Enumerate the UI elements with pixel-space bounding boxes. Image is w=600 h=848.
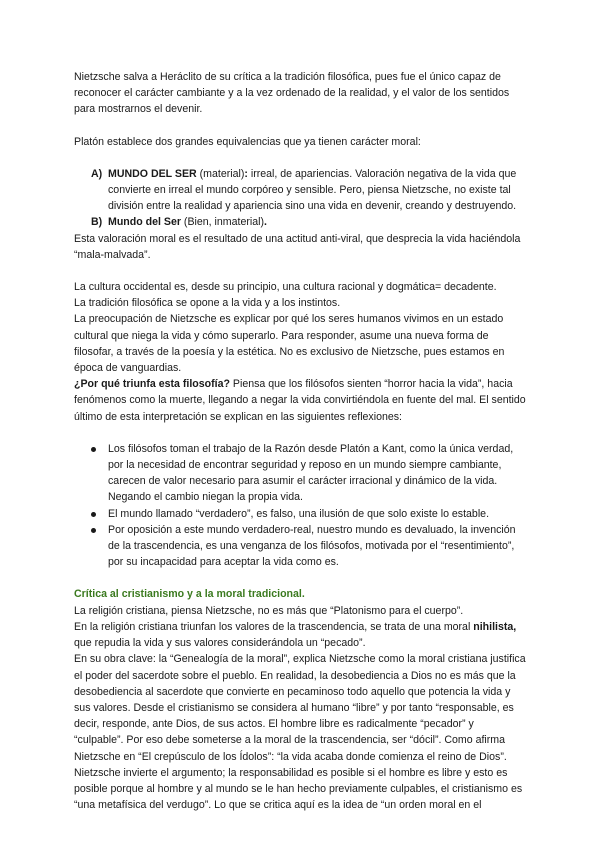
definition-item-b xyxy=(74,214,526,230)
list-item xyxy=(74,441,526,506)
paragraph-preocupacion: La preocupación de Nietzsche es explicar por qué los seres humanos vivimos en un estado cultural que niega la vida y cómo superarlo. Para responder, asume una nueva forma de filosofar, a través de la poesía y la estética. No es exclusivo de Nietzsche, pues estamos en época de vanguardias. xyxy=(74,313,505,375)
definition-item-a xyxy=(74,166,526,215)
definition-colon: . xyxy=(264,216,267,229)
paragraph-invierte: Nietzsche invierte el argumento; la responsabilidad es posible si el hombre es libre y esto es posible porque al hombre y al mundo se le han hecho previamente culpables, el cristianismo es “una metafísica del verdugo”. Lo que se critica aquí es la idea de “un orden moral en el xyxy=(74,766,523,812)
nihilista-bold: nihilista, xyxy=(473,620,517,633)
definition-marker: B) xyxy=(91,216,103,229)
paragraph-valoracion: Esta valoración moral es el resultado de una actitud anti-viral, que desprecia la vida haciéndola “mala-malvada”. xyxy=(74,232,521,261)
nihilista-text-b: que repudia la vida y sus valores considerándola un “pecado”. xyxy=(74,637,366,650)
reflections-list xyxy=(74,441,526,571)
question-bold: ¿Por qué triunfa esta filosofía? xyxy=(74,378,230,391)
bullet-icon xyxy=(91,528,96,533)
definition-paren: (Bien, inmaterial) xyxy=(180,216,264,229)
paragraph-platon-equivalencias: Platón establece dos grandes equivalencias que ya tienen carácter moral: xyxy=(74,135,421,148)
bullet-icon xyxy=(91,512,96,517)
section-heading: Crítica al cristianismo y a la moral tradicional. xyxy=(74,588,305,601)
definitions-list xyxy=(74,166,526,231)
paragraph-cultura: La cultura occidental es, desde su principio, una cultura racional y dogmática= decadente. xyxy=(74,281,497,294)
list-item-text: Por oposición a este mundo verdadero-real, nuestro mundo es devaluado, la invención de la trascendencia, es una venganza de los filósofos, motivada por el “resentimiento”, por su incapacidad para aceptar la vida como es. xyxy=(108,523,516,569)
list-item xyxy=(74,506,526,522)
list-item-text: El mundo llamado “verdadero”, es falso, una ilusión de que solo existe lo estable. xyxy=(108,507,490,520)
definition-term: Mundo del Ser xyxy=(108,216,181,229)
nihilista-text-a: En la religión cristiana triunfan los valores de la trascendencia, se trata de una moral xyxy=(74,620,474,633)
paragraph-platonismo: La religión cristiana, piensa Nietzsche, no es más que “Platonismo para el cuerpo”. xyxy=(74,604,464,617)
paragraph-tradicion: La tradición filosófica se opone a la vida y a los instintos. xyxy=(74,297,341,310)
definition-marker: A) xyxy=(91,167,103,180)
list-item-text: Los filósofos toman el trabajo de la Razón desde Platón a Kant, como la única verdad, por la necesidad de encontrar seguridad y reposo en un mundo siempre cambiante, carecen de valor necesario para asumir el carácter irracional y dinámico de la vida. Negando el cambio niegan la propia vida. xyxy=(108,442,514,504)
bullet-icon xyxy=(91,447,96,452)
definition-colon: : xyxy=(244,167,248,180)
definition-term: MUNDO DEL SER xyxy=(108,167,197,180)
paragraph-por-que-triunfa xyxy=(74,376,526,425)
definition-paren: (material) xyxy=(196,167,245,180)
list-item xyxy=(74,522,526,571)
document-body xyxy=(74,69,526,813)
definition-text: irreal, de apariencias. Valoración negativa de la vida que convierte en irreal el mundo corpóreo y sensible. Pero, piensa Nietzsche, no existe tal división entre la realidad y apariencia sino una vida en devenir, creando y destruyendo. xyxy=(108,167,517,213)
paragraph-nihilista xyxy=(74,619,526,651)
paragraph-genealogia: En su obra clave: la “Genealogía de la moral”, explica Nietzsche como la moral cristiana justifica el poder del sacerdote sobre el pueblo. En realidad, la desobediencia a Dios no es más que la desobediencia al sacerdote que convierte en pecaminoso todo aquello que potencia la vida y sus valores. Desde el cristianismo se considera al humano “libre” y por tanto “responsable, es decir, responde, ante Dios, de sus actos. El hombre libre es radicalmente “pecador” y “culpable”. Por eso debe someterse a la moral de la trascendencia, ser “dócil”. Como afirma Nietzsche en “El crepúsculo de los Ídolos”: “la vida acaba donde comienza el reino de Dios”. xyxy=(74,653,526,763)
question-rest: Piensa que los filósofos sienten “horror hacia la vida”, hacia fenómenos como la muerte, llegando a negar la vida convirtiéndola en fuente del mal. El sentido último de esta interpretación se explican en las siguientes reflexiones: xyxy=(74,378,526,423)
paragraph-heraclito: Nietzsche salva a Heráclito de su crítica a la tradición filosófica, pues fue el único capaz de reconocer el carácter cambiante y a la vez ordenado de la realidad, y el valor de los sentidos para mostrarnos el devenir. xyxy=(74,71,510,116)
